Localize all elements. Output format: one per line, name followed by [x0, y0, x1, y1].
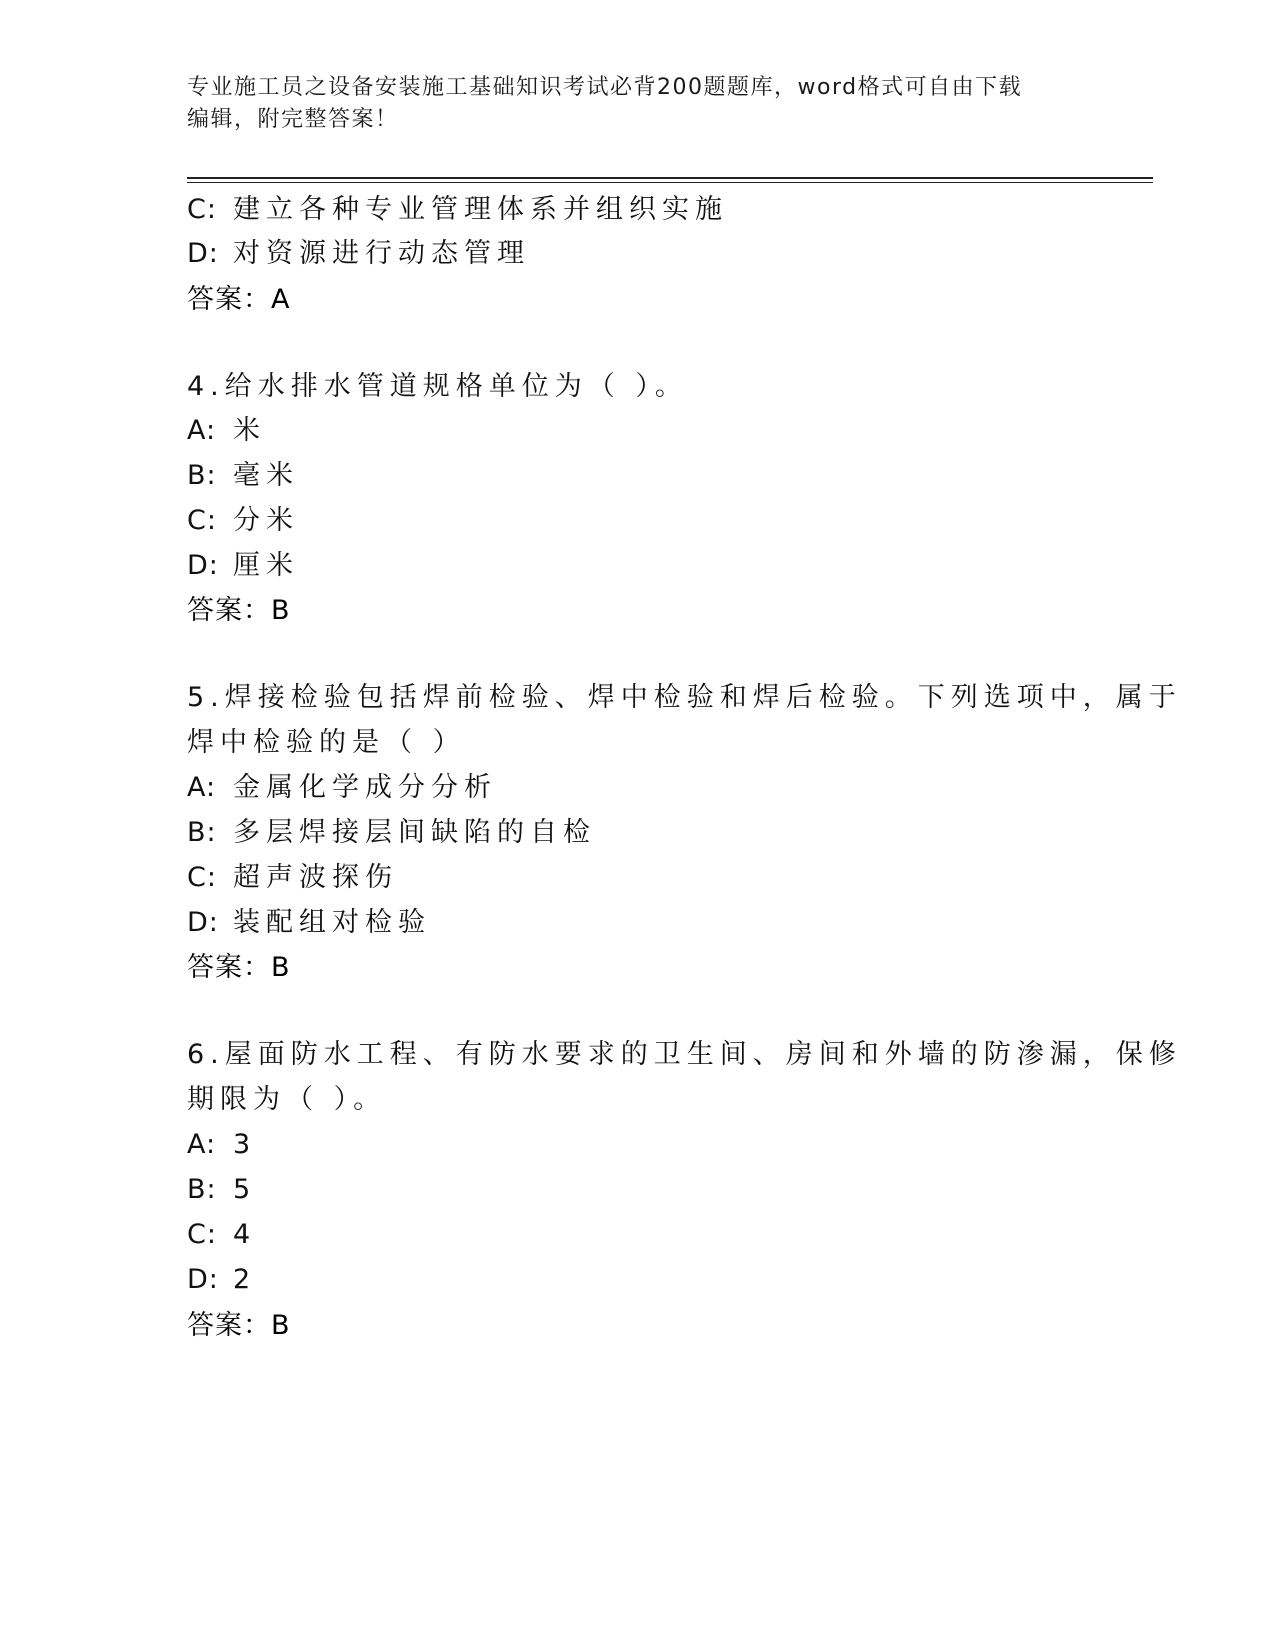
q3-answer: 答案：A: [187, 284, 291, 315]
option-text: 毫米: [233, 460, 299, 491]
q6-question-line2: 期限为（ ）。: [187, 1084, 387, 1115]
option-text: 装配组对检验: [233, 907, 431, 938]
option-text: 米: [233, 415, 266, 446]
option-key: C:: [187, 862, 217, 893]
q5-option-d: [187, 905, 431, 941]
option-key: D:: [187, 1264, 219, 1295]
option-text: 2: [233, 1264, 257, 1295]
header-title-line2: 编辑，附完整答案！: [187, 107, 399, 132]
option-key: D:: [187, 550, 219, 581]
option-text: 厘米: [233, 550, 299, 581]
option-key: C:: [187, 505, 217, 536]
header-divider-thick: [187, 177, 1153, 179]
header-title-line1: 专业施工员之设备安装施工基础知识考试必背200题题库，word格式可自由下载: [187, 75, 1023, 100]
q5-question-line2: 焊中检验的是（ ）: [187, 727, 466, 758]
q5-option-b: [187, 815, 596, 851]
option-key: A:: [187, 1129, 217, 1160]
option-key: B:: [187, 1174, 217, 1205]
q5-question-line1: 5.焊接检验包括焊前检验、焊中检验和焊后检验。下列选项中，属于: [187, 682, 1182, 713]
q6-option-a: [187, 1127, 256, 1163]
q4-option-d: [187, 548, 299, 584]
option-text: 5: [233, 1174, 257, 1205]
option-key: B:: [187, 460, 217, 491]
q6-answer: 答案：B: [187, 1310, 291, 1341]
q6-option-b: [187, 1172, 256, 1208]
option-text: 金属化学成分分析: [233, 772, 497, 803]
option-key: C:: [187, 1219, 217, 1250]
option-key: D:: [187, 238, 219, 269]
option-text: 3: [233, 1129, 257, 1160]
q5-answer: 答案：B: [187, 952, 291, 983]
option-key: C:: [187, 194, 217, 225]
q6-question-line1: 6.屋面防水工程、有防水要求的卫生间、房间和外墙的防渗漏，保修: [187, 1039, 1182, 1070]
q4-option-b: [187, 458, 299, 494]
option-text: 分米: [233, 505, 299, 536]
q6-option-d: [187, 1262, 256, 1298]
option-text: 建立各种专业管理体系并组织实施: [233, 194, 728, 225]
document-header: [187, 72, 1067, 136]
option-text: 超声波探伤: [233, 862, 398, 893]
option-key: D:: [187, 907, 219, 938]
option-text: 多层焊接层间缺陷的自检: [233, 817, 596, 848]
q3-option-d: [187, 236, 530, 272]
option-text: 4: [233, 1219, 257, 1250]
option-key: B:: [187, 817, 217, 848]
option-key: A:: [187, 415, 217, 446]
q4-answer: 答案：B: [187, 595, 291, 626]
q5-option-a: [187, 770, 497, 806]
q6-option-c: [187, 1217, 256, 1253]
option-text: 对资源进行动态管理: [233, 238, 530, 269]
q4-question: 4.给水排水管道规格单位为（ ）。: [187, 371, 688, 402]
q4-option-c: [187, 503, 299, 539]
option-key: A:: [187, 772, 217, 803]
q3-option-c: [187, 192, 728, 228]
q5-option-c: [187, 860, 398, 896]
q4-option-a: [187, 413, 266, 449]
header-divider-thin: [187, 182, 1153, 183]
